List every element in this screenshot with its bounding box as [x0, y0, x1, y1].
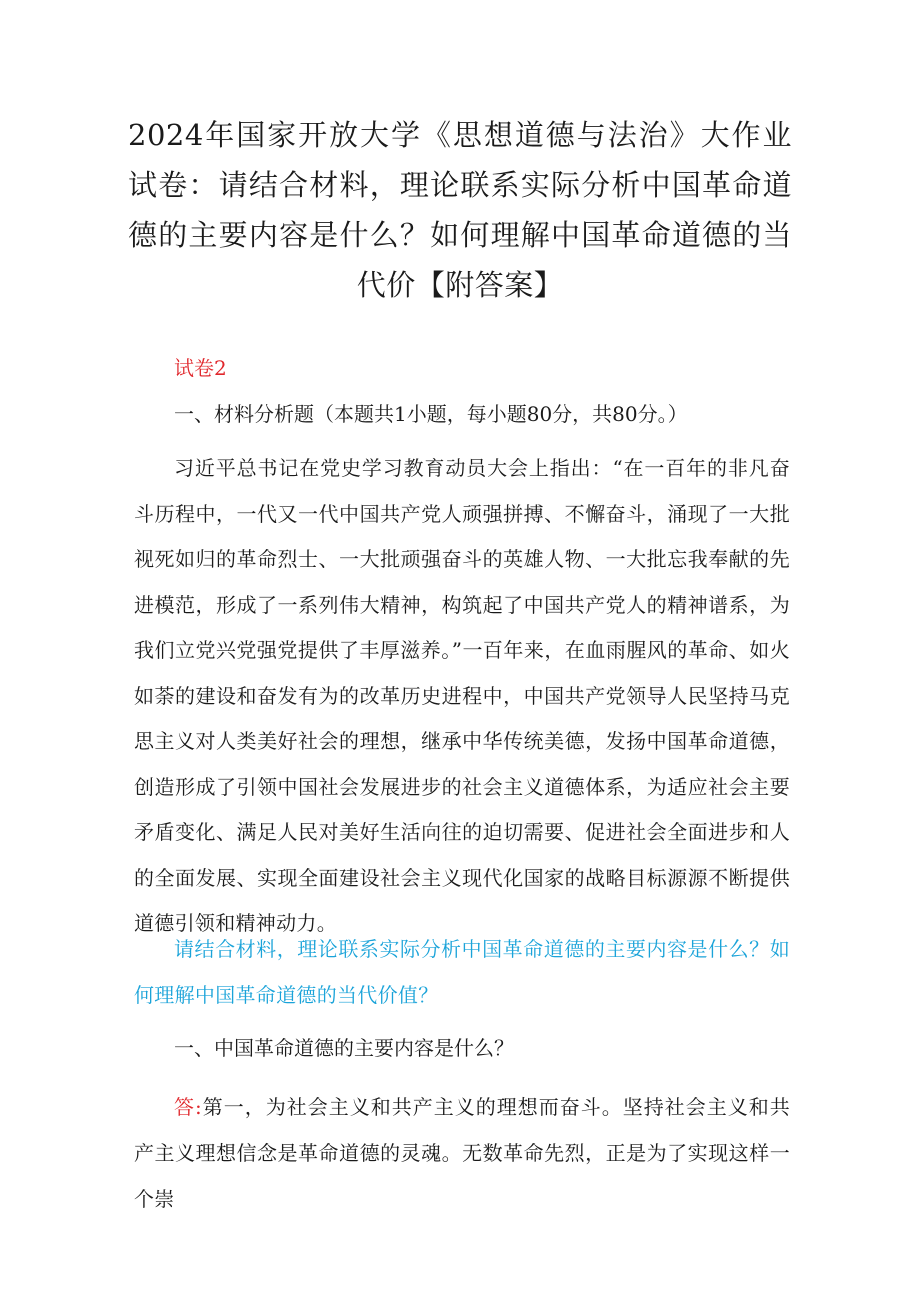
- sub-heading: 一、中国革命道德的主要内容是什么？: [174, 1036, 514, 1060]
- material-paragraph: 习近平总书记在党史学习教育动员大会上指出：“在一百年的非凡奋斗历程中，一代又一代中国共产党人顽强拼搏、不懈奋斗，涌现了一大批视死如归的革命烈士、一大批顽强奋斗的英雄人物、一大批忘我奉献的先进模范，形成了一系列伟大精神，构筑起了中国共产党人的精神谱系，为我们立党兴党强党提供了丰厚滋养。”一百年来，在血雨腥风的革命、如火如荼的建设和奋发有为的改革历史进程中，中国共产党领导人民坚持马克思主义对人类美好社会的理想，继承中华传统美德，发扬中国革命道德，创造形成了引领中国社会发展进步的社会主义道德体系，为适应社会主要矛盾变化、满足人民对美好生活向往的迫切需要、促进社会全面进步和人的全面发展、实现全面建设社会主义现代化国家的战略目标源源不断提供道德引领和精神动力。: [134, 456, 790, 935]
- exam-label: 试卷2: [174, 356, 227, 380]
- answer-text: 第一，为社会主义和共产主义的理想而奋斗。坚持社会主义和共产主义理想信念是革命道德的灵魂。无数革命先烈，正是为了实现这样一个崇: [134, 1095, 790, 1211]
- answer-paragraph: [134, 1084, 790, 1222]
- document-title: 2024年国家开放大学《思想道德与法治》大作业试卷：请结合材料，理论联系实际分析中国革命道德的主要内容是什么？如何理解中国革命道德的当代价【附答案】: [128, 118, 792, 302]
- section-heading: 一、材料分析题（本题共1小题，每小题80分，共80分。）: [174, 402, 688, 426]
- question-paragraph: 请结合材料，理论联系实际分析中国革命道德的主要内容是什么？如何理解中国革命道德的当代价值？: [134, 937, 790, 1007]
- answer-label: 答:: [174, 1095, 203, 1119]
